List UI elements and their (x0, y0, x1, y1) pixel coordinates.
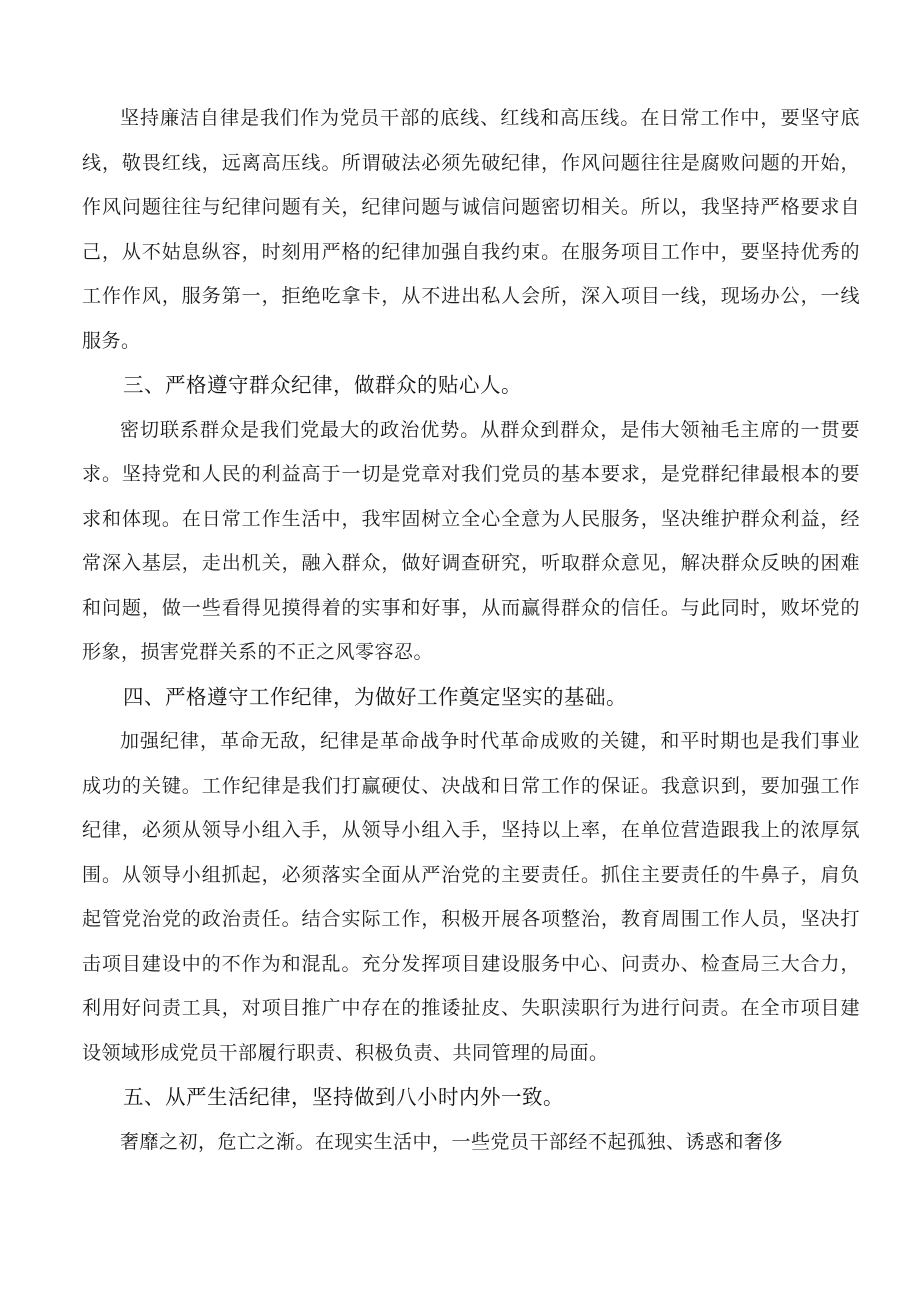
document-page (82, 96, 860, 1164)
body-paragraph-mass-discipline: 密切联系群众是我们党最大的政治优势。从群众到群众，是伟大领袖毛主席的一贯要求。坚持党和人民的利益高于一切是党章对我们党员的基本要求，是党群纪律最根本的要求和体现。在日常工作生活中，我牢固树立全心全意为人民服务，坚决维护群众利益，经常深入基层，走出机关，融入群众，做好调查研究，听取群众意见，解决群众反映的困难和问题，做一些看得见摸得着的实事和好事，从而赢得群众的信任。与此同时，败坏党的形象，损害党群关系的不正之风零容忍。 (82, 418, 860, 663)
section-heading-work-discipline: 四、严格遵守工作纪律，为做好工作奠定坚实的基础。 (123, 684, 627, 709)
body-paragraph-integrity: 坚持廉洁自律是我们作为党员干部的底线、红线和高压线。在日常工作中，要坚守底线，敬畏红线，远离高压线。所谓破法必须先破纪律，作风问题往往是腐败问题的开始，作风问题往往与纪律问题有关，纪律问题与诚信问题密切相关。所以，我坚持严格要求自己，从不姑息纵容，时刻用严格的纪律加强自我约束。在服务项目工作中，要坚持优秀的工作作风，服务第一，拒绝吃拿卡，从不进出私人会所，深入项目一线，现场办公，一线服务。 (82, 107, 860, 352)
body-paragraph-life-discipline: 奢靡之初，危亡之渐。在现实生活中，一些党员干部经不起孤独、诱惑和奢侈 (120, 1130, 784, 1153)
section-heading-mass-discipline: 三、严格遵守群众纪律，做群众的贴心人。 (123, 373, 522, 397)
section-heading-life-discipline: 五、从严生活纪律，坚持做到八小时内外一致。 (123, 1085, 564, 1109)
body-paragraph-work-discipline: 加强纪律，革命无敌，纪律是革命战争时代革命成败的关键，和平时期也是我们事业成功的关键。工作纪律是我们打赢硬仗、决战和日常工作的保证。我意识到，要加强工作纪律，必须从领导小组入手，从领导小组入手，坚持以上率，在单位营造跟我上的浓厚氛围。从领导小组抓起，必须落实全面从严治党的主要责任。抓住主要责任的牛鼻子，肩负起管党治党的政治责任。结合实际工作，积极开展各项整治，教育周围工作人员，坚决打击项目建设中的不作为和混乱。充分发挥项目建设服务中心、问责办、检查局三大合力，利用好问责工具，对项目推广中存在的推诿扯皮、失职渎职行为进行问责。在全市项目建设领域形成党员干部履行职责、积极负责、共同管理的局面。 (82, 730, 860, 1064)
